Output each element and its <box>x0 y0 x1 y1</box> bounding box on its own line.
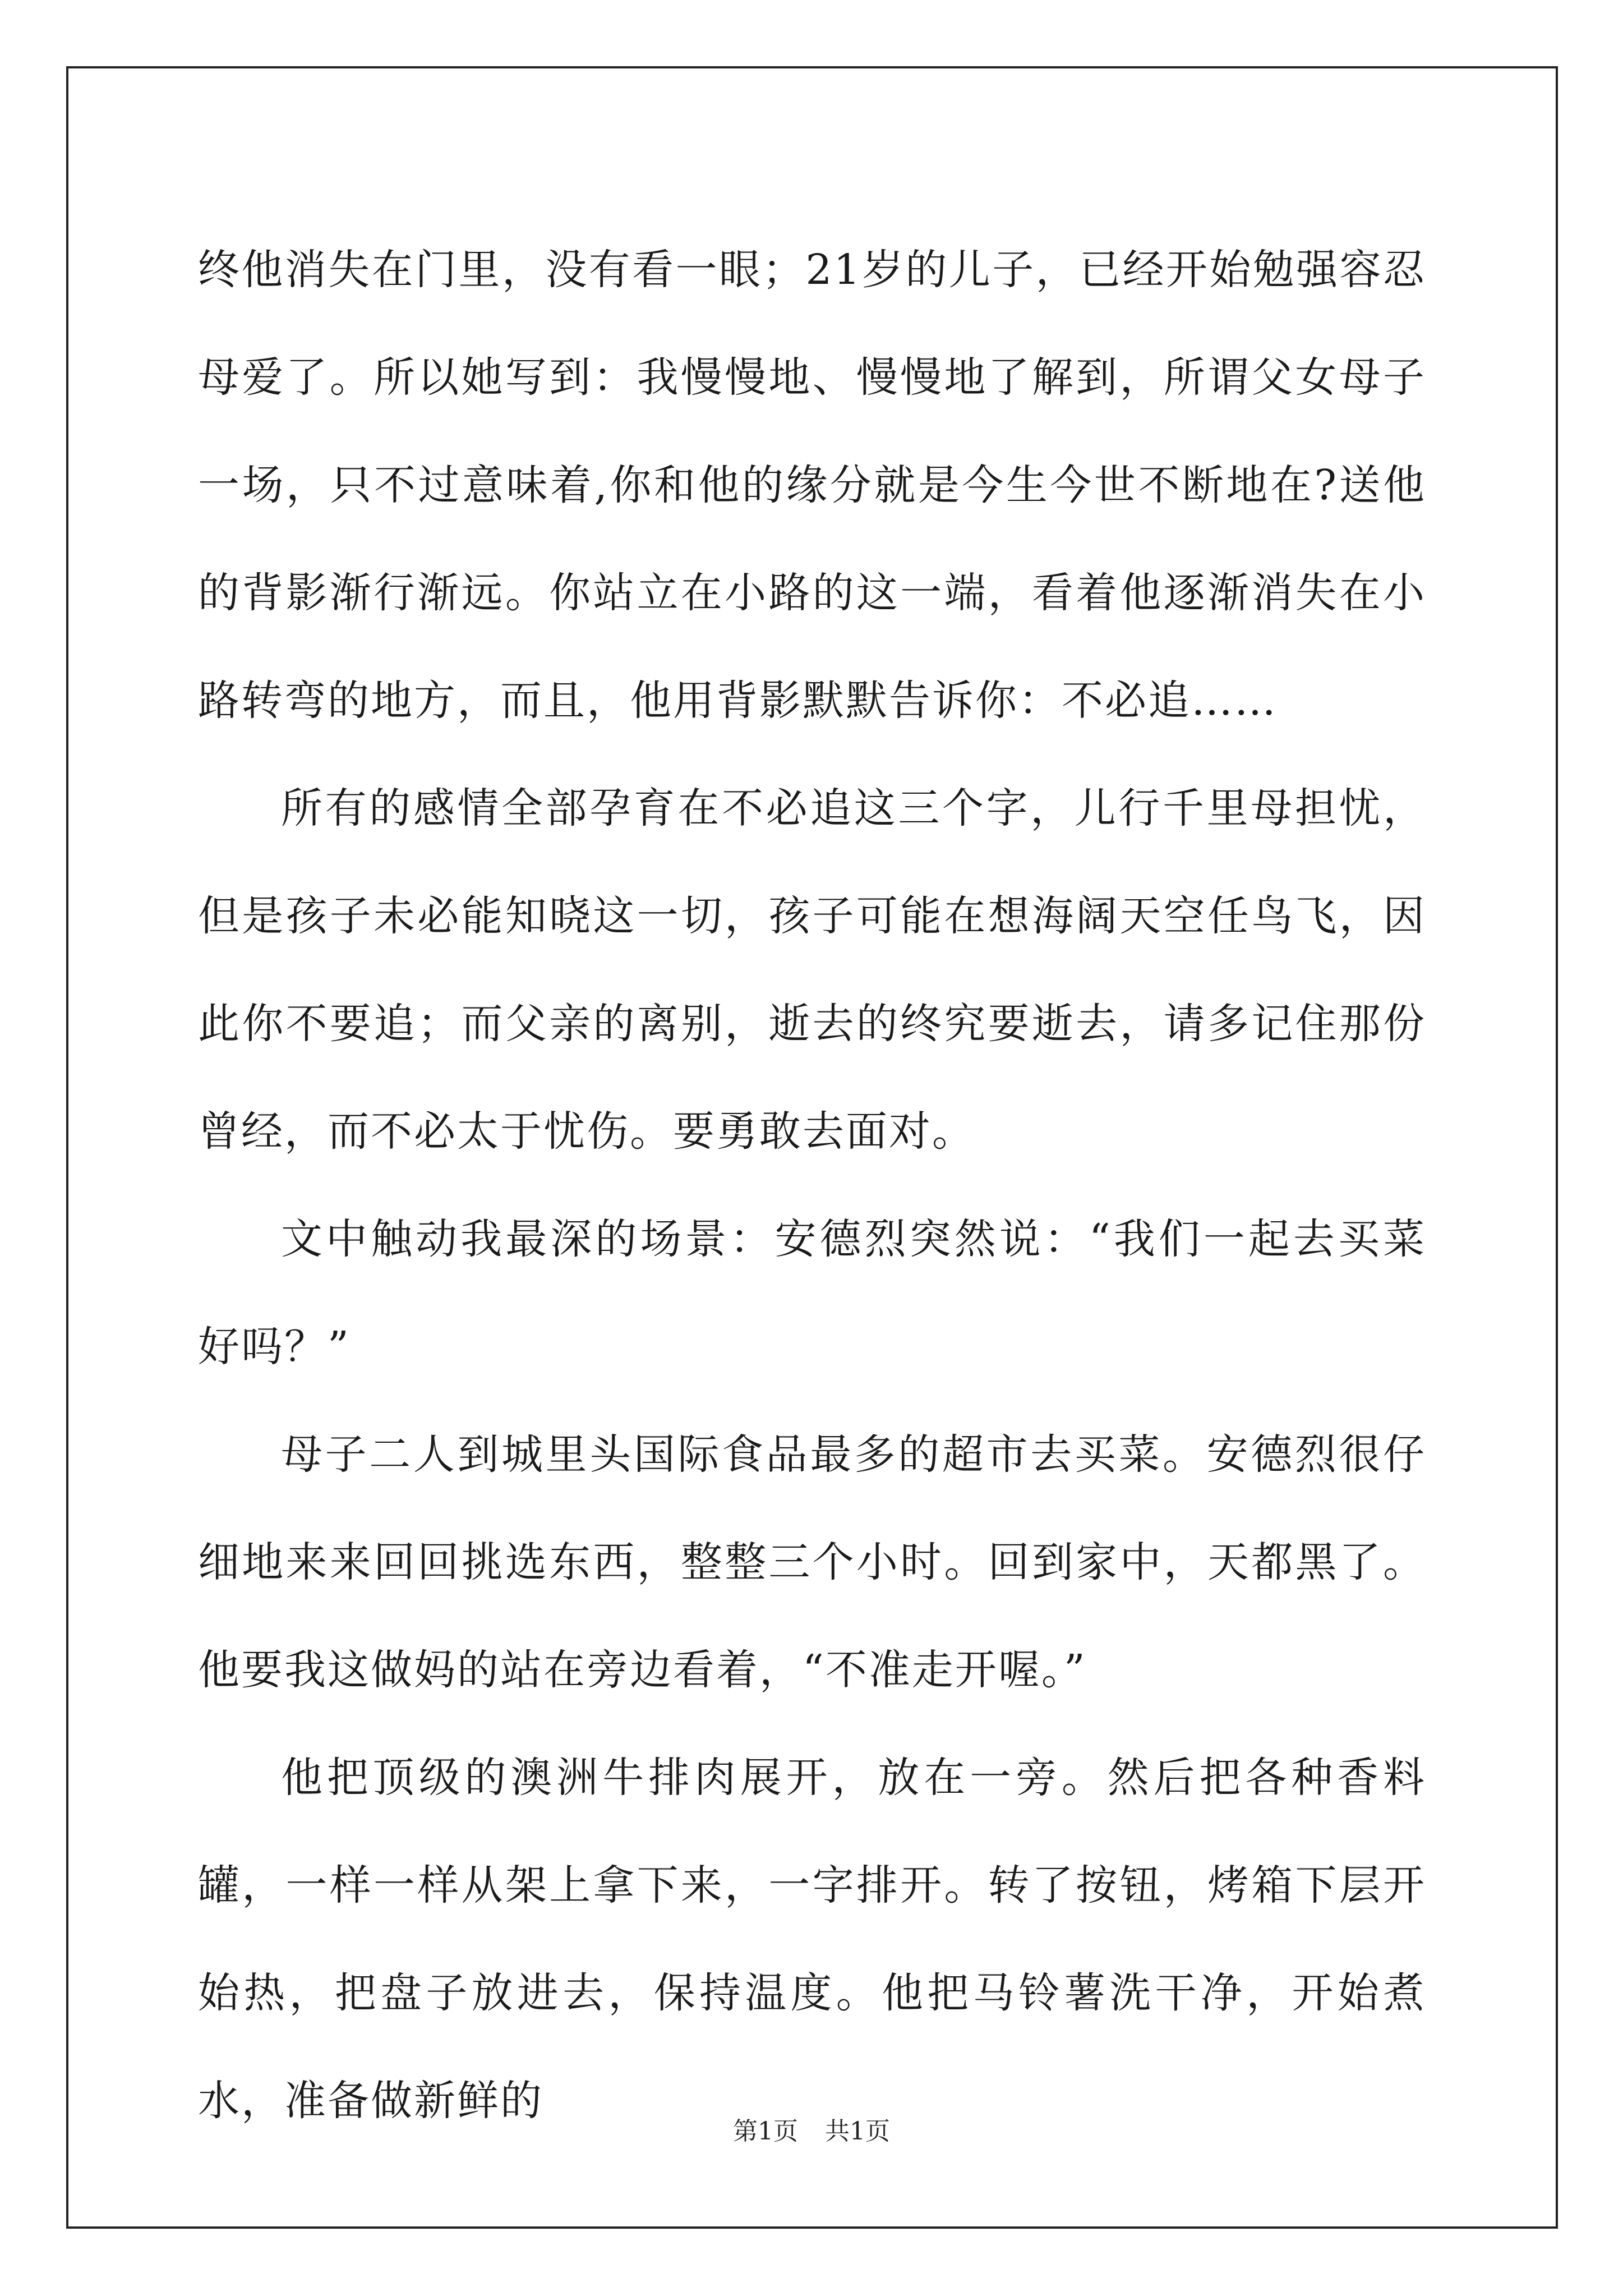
paragraph-3: 文中触动我最深的场景：安德烈突然说：“我们一起去买菜好吗？” <box>198 1215 1426 1371</box>
paragraph-5: 他把顶级的澳洲牛排肉展开，放在一旁。然后把各种香料罐，一样一样从架上拿下来，一字排开。转了按钮，烤箱下层开始热，把盘子放进去，保持温度。他把马铃薯洗干净，开始煮水，准备做新鲜的 <box>198 1754 1426 2125</box>
page-footer <box>0 2115 1623 2148</box>
paragraph-4: 母子二人到城里头国际食品最多的超市去买菜。安德烈很仔细地来来回回挑选东西，整整三个小时。回到家中，天都黑了。他要我这做妈的站在旁边看着，“不准走开喔。” <box>198 1430 1426 1694</box>
page-total: 共1页 <box>825 2117 890 2146</box>
paragraph-1: 终他消失在门里，没有看一眼；21岁的儿子，已经开始勉强容忍母爱了。所以她写到：我慢慢地、慢慢地了解到，所谓父女母子一场，只不过意味着,你和他的缘分就是今生今世不断地在?送他的背影渐行渐远。你站立在小路的这一端，看着他逐渐消失在小路转弯的地方，而且，他用背影默默告诉你：不必追…… <box>198 246 1426 725</box>
page-number: 第1页 <box>733 2117 798 2146</box>
paragraph-2: 所有的感情全部孕育在不必追这三个字，儿行千里母担忧，但是孩子未必能知晓这一切，孩子可能在想海阔天空任鸟飞，因此你不要追；而父亲的离别，逝去的终究要逝去，请多记住那份曾经，而不必太于忧伤。要勇敢去面对。 <box>198 784 1426 1156</box>
document-body <box>198 216 1426 2155</box>
